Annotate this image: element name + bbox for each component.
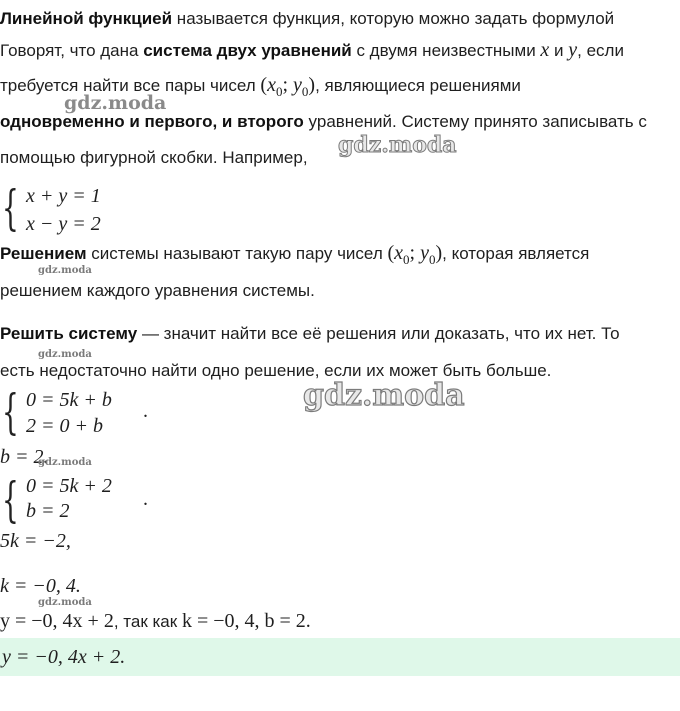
text-fragment: , являющиеся решениями [315, 76, 521, 95]
system1-eq1 [26, 183, 101, 209]
curly-brace-icon: { [2, 180, 19, 236]
curly-brace-icon: { [2, 472, 19, 528]
equation: 0 = 5k + 2 [26, 475, 112, 497]
system-definition-line-1 [0, 39, 624, 62]
solve-definition-line-2 [0, 360, 551, 382]
sub: 0 [301, 84, 309, 99]
text-fragment: решением каждого уравнения системы. [0, 281, 315, 300]
var-x: x [540, 39, 550, 61]
equation: k = −0, 4, b = 2. [181, 610, 311, 632]
text-fragment: и [549, 41, 569, 60]
watermark: gdz.moda [38, 597, 92, 608]
text-fragment: системы называют такую пару чисел [86, 244, 388, 263]
solve-definition-line-1 [0, 323, 620, 345]
system2-eq1 [26, 387, 112, 413]
text-fragment: , если [577, 41, 624, 60]
equation: b = 2. [0, 446, 49, 468]
term-system: система двух уравнений [143, 41, 352, 60]
equation: b = 2 [26, 500, 70, 522]
system-definition-line-4 [0, 147, 308, 169]
equation: x − y = 2 [26, 213, 101, 235]
sep: ; [282, 74, 294, 96]
definition-linear-function [0, 8, 614, 30]
watermark: gdz.moda [38, 457, 92, 468]
paren: ( [387, 242, 395, 264]
text-fragment: , так как [113, 612, 182, 631]
equation: y = −0, 4x + 2. [2, 646, 126, 668]
system3-eq1 [26, 473, 112, 499]
text-fragment: с двумя неизвестными [351, 41, 541, 60]
watermark: gdz.moda [64, 92, 167, 114]
text-fragment: Говорят, что дана [0, 41, 144, 60]
pair-expression [260, 74, 316, 99]
text-fragment: , которая является [442, 244, 590, 263]
answer-box [0, 638, 680, 676]
system1-eq2 [26, 211, 101, 237]
term-linear-function: Линейной функцией [0, 9, 173, 28]
system2-period: . [143, 400, 148, 422]
sub: 0 [403, 252, 410, 267]
definition-text: называется функция, которую можно задать формулой [172, 9, 615, 28]
sep: ; [409, 242, 421, 264]
equation: x + y = 1 [26, 185, 101, 207]
text-fragment: уравнений. Систему принято записывать с [303, 112, 647, 131]
text-fragment: — значит найти все её решения или доказать, что их нет. То [137, 324, 620, 343]
term-solution: Решением [0, 244, 87, 263]
system-definition-line-3 [0, 111, 647, 133]
paren: ( [260, 74, 268, 96]
equation: 5k = −2, [0, 530, 71, 552]
system2-eq2 [26, 413, 103, 439]
equation: k = −0, 4. [0, 575, 81, 597]
var-x0: x [394, 242, 404, 264]
result-function-line [0, 610, 311, 633]
var-y: y [568, 39, 578, 61]
system3-period: . [143, 488, 148, 510]
watermark: gdz.moda [38, 265, 92, 276]
var-y0: y [420, 242, 429, 264]
term-simultaneous: одновременно и первого, и второго [0, 112, 304, 131]
sub: 0 [275, 84, 283, 99]
curly-brace-icon: { [2, 384, 19, 440]
answer-equation [2, 646, 125, 669]
watermark: gdz.moda [38, 349, 92, 360]
equation: 2 = 0 + b [26, 415, 103, 437]
text-fragment: есть недостаточно найти одно решение, если их может быть больше. [0, 361, 552, 380]
watermark: gdz.moda [338, 132, 457, 158]
solution-definition-line-2 [0, 280, 315, 302]
pair-expression [387, 242, 443, 267]
text-fragment: помощью фигурной скобки. Например, [0, 148, 308, 167]
equation: y = −0, 4x + 2 [0, 610, 114, 632]
sub: 0 [428, 252, 436, 267]
var-y0: y [293, 74, 302, 96]
paren: ) [435, 242, 443, 264]
system3-eq2 [26, 498, 70, 524]
paren: ) [308, 74, 316, 96]
watermark: gdz.moda [303, 378, 465, 413]
result-k [0, 575, 81, 597]
text-fragment: требуется найти все пары чисел [0, 76, 261, 95]
result-5k [0, 530, 71, 552]
term-solve-system: Решить систему [0, 324, 138, 343]
equation: 0 = 5k + b [26, 389, 112, 411]
var-x0: x [267, 74, 276, 96]
